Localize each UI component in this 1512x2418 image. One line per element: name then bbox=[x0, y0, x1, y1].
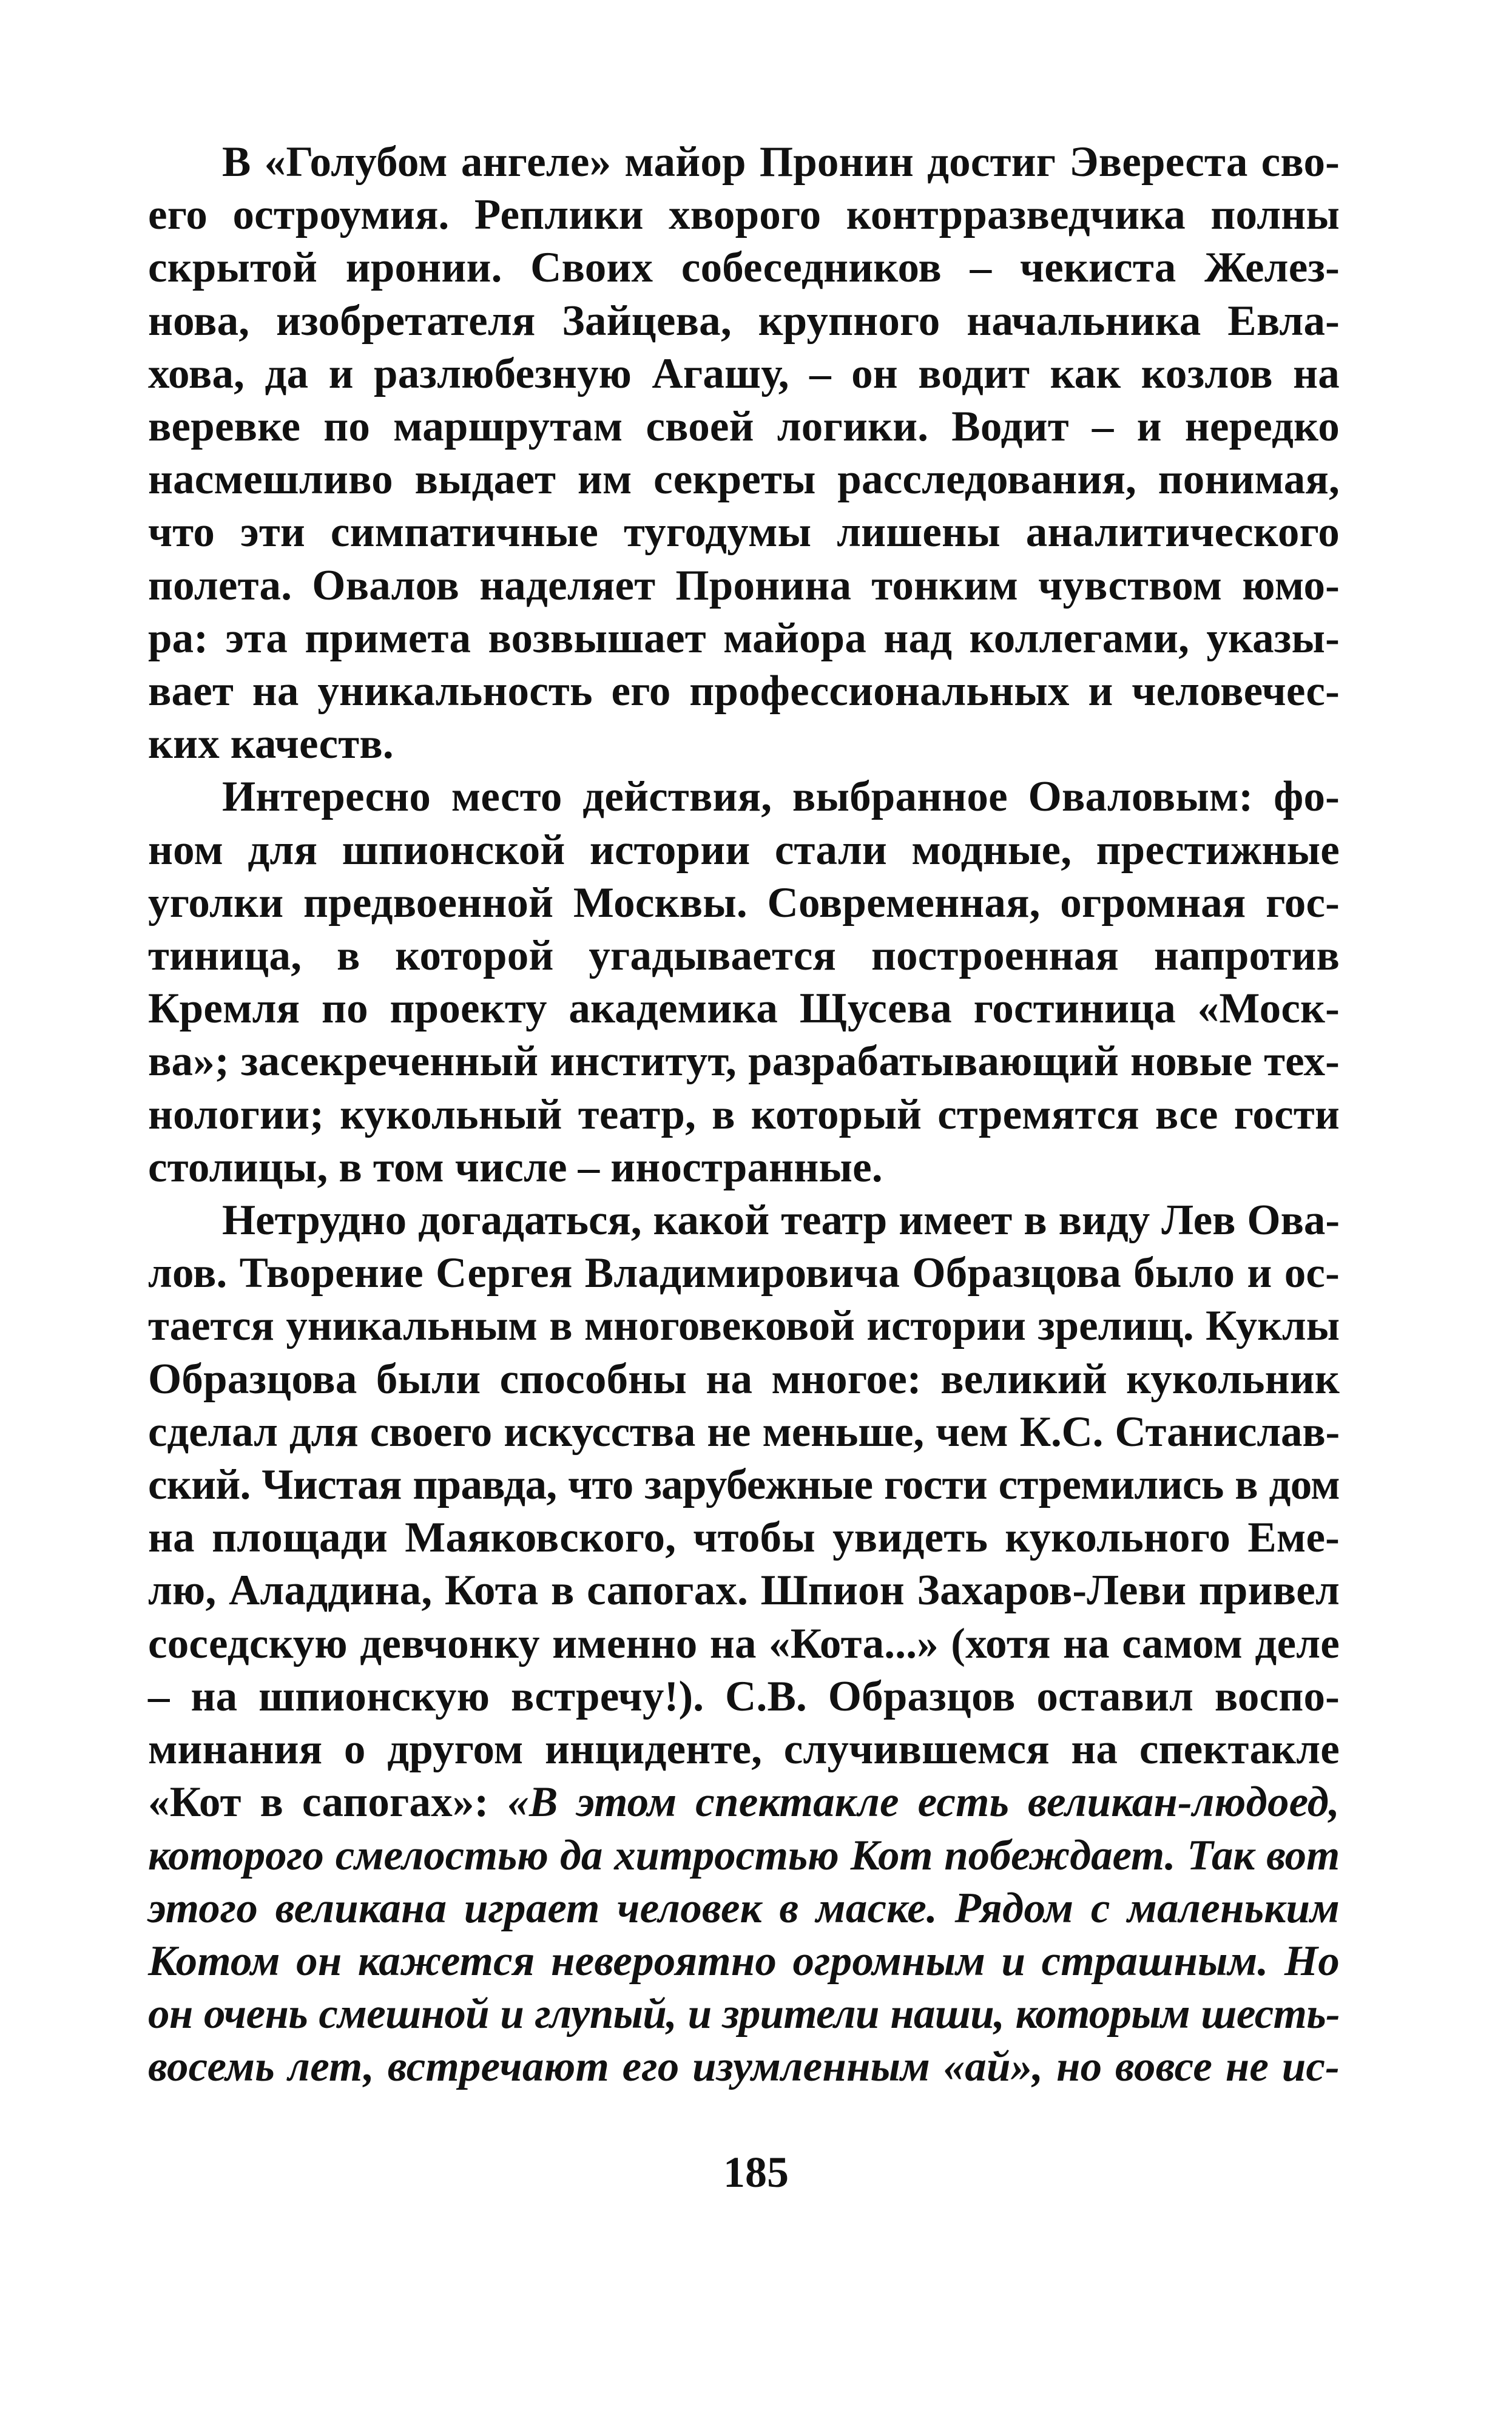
text-line: – на шпионскую встречу!). С.В. Образцов оставил воспо- bbox=[148, 1672, 1340, 1720]
text-line: веревке по маршрутам своей логики. Водит – и нередко bbox=[148, 403, 1340, 451]
text-line: хова, да и разлюбезную Агашу, – он водит как козлов на bbox=[148, 350, 1340, 397]
mixed-text-line bbox=[148, 1776, 1340, 1829]
text-line: насмешливо выдает им секреты расследования, понимая, bbox=[148, 456, 1340, 504]
text-line: ном для шпионской истории стали модные, престижные bbox=[148, 826, 1340, 874]
text-line: Кремля по проекту академика Щусева гостиница «Моск- bbox=[148, 985, 1340, 1033]
text-line: ский. Чистая правда, что зарубежные гости стремились в дом bbox=[148, 1461, 1340, 1509]
italic-text-line bbox=[148, 1935, 1340, 1988]
italic-text-line bbox=[148, 1882, 1340, 1935]
text-line: нологии; кукольный театр, в который стремятся все гости bbox=[148, 1090, 1340, 1138]
text-line: нова, изобретателя Зайцева, крупного начальника Евла- bbox=[148, 297, 1340, 345]
text-line: лов. Творение Сергея Владимировича Образцова было и ос- bbox=[148, 1249, 1340, 1297]
text-line: ких качеств. bbox=[148, 720, 394, 768]
body-text bbox=[148, 136, 1340, 2094]
paragraph-2 bbox=[148, 771, 1340, 1194]
text-line: что эти симпатичные тугодумы лишены аналитического bbox=[148, 508, 1340, 556]
text-line: ва»; засекреченный институт, разрабатывающий новые тех- bbox=[148, 1038, 1340, 1086]
italic-segment: которого смелостью да хитростью Кот побеждает. Так вот bbox=[148, 1831, 1340, 1879]
italic-segment: этого великана играет человек в маске. Рядом с маленьким bbox=[148, 1884, 1340, 1932]
text-line: скрытой иронии. Своих собеседников – чекиста Желез- bbox=[148, 244, 1340, 292]
text-line: Образцова были способны на многое: великий кукольник bbox=[148, 1355, 1340, 1403]
text-line: В «Голубом ангеле» майор Пронин достиг Эвереста сво- bbox=[222, 138, 1340, 186]
text-line: тается уникальным в многовековой истории зрелищ. Куклы bbox=[148, 1302, 1340, 1350]
text-line: его остроумия. Реплики хворого контрразведчика полны bbox=[148, 191, 1340, 239]
paragraph-3 bbox=[148, 1194, 1340, 2093]
text-line: лю, Аладдина, Кота в сапогах. Шпион Захаров-Леви привел bbox=[148, 1567, 1340, 1615]
text-line: минания о другом инциденте, случившемся на спектакле bbox=[148, 1726, 1340, 1774]
page-number: 185 bbox=[723, 2148, 789, 2197]
italic-text-line bbox=[148, 1829, 1340, 1882]
text-line: Нетрудно догадаться, какой театр имеет в виду Лев Ова- bbox=[222, 1197, 1340, 1244]
text-line: тиница, в которой угадывается построенная напротив bbox=[148, 932, 1340, 980]
italic-segment: Котом он кажется невероятно огромным и страшным. Но bbox=[148, 1937, 1340, 1985]
roman-segment: «Кот в сапогах»: bbox=[148, 1778, 508, 1826]
text-line: столицы, в том числе – иностранные. bbox=[148, 1143, 883, 1191]
text-line: ра: эта примета возвышает майора над коллегами, указы- bbox=[148, 614, 1340, 662]
italic-segment: «В этом спектакле есть великан-людоед, bbox=[507, 1778, 1340, 1826]
text-line: на площади Маяковского, чтобы увидеть кукольного Еме- bbox=[148, 1514, 1340, 1562]
italic-text-line bbox=[148, 1988, 1340, 2041]
text-line: уголки предвоенной Москвы. Современная, огромная гос- bbox=[148, 879, 1340, 927]
text-line: сделал для своего искусства не меньше, чем К.С. Станислав- bbox=[148, 1408, 1340, 1456]
italic-segment: восемь лет, встречают его изумленным «ай», но вовсе не ис- bbox=[148, 2043, 1340, 2091]
paragraph-1 bbox=[148, 136, 1340, 771]
italic-text-line bbox=[148, 2041, 1340, 2093]
text-line: вает на уникальность его профессиональных и человечес- bbox=[148, 667, 1340, 715]
text-line: соседскую девчонку именно на «Кота...» (хотя на самом деле bbox=[148, 1619, 1340, 1667]
italic-segment: он очень смешной и глупый, и зрители наши, которым шесть- bbox=[148, 1990, 1340, 2038]
text-line: полета. Овалов наделяет Пронина тонким чувством юмо- bbox=[148, 561, 1340, 609]
text-line: Интересно место действия, выбранное Оваловым: фо- bbox=[222, 773, 1340, 821]
